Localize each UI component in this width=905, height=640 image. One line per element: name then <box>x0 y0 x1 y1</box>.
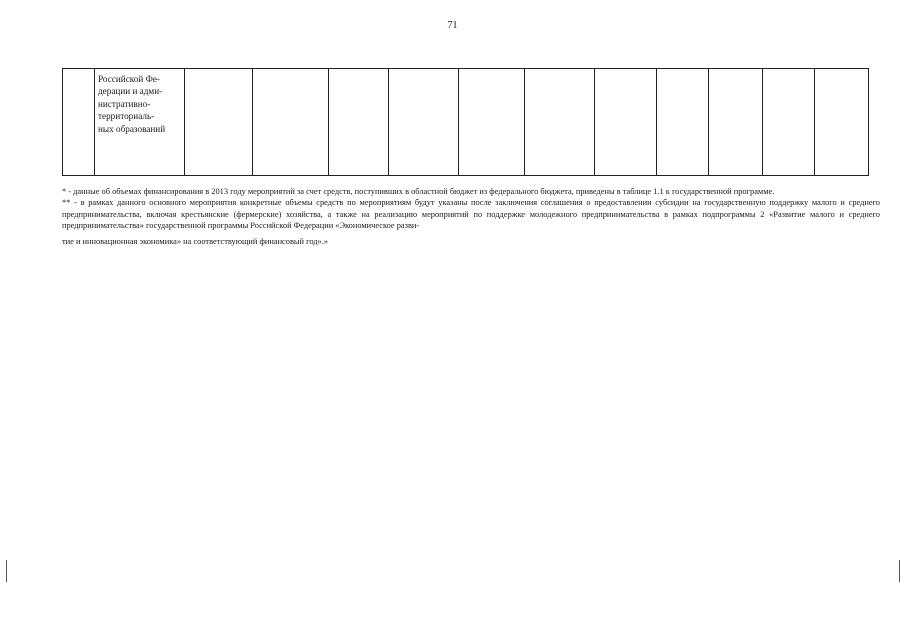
table-cell-empty <box>389 69 459 176</box>
table-cell-empty <box>709 69 763 176</box>
footnote-2 <box>62 197 880 247</box>
table-cell-empty <box>657 69 709 176</box>
table-cell-empty <box>459 69 525 176</box>
table-cell-empty <box>595 69 657 176</box>
footnotes <box>62 186 880 247</box>
page-number: 71 <box>447 20 458 31</box>
table-cell-empty <box>763 69 815 176</box>
footnote-2-last-line: тие и инновационная экономика» на соответствующий финансовый год».» <box>62 236 329 246</box>
table-cell-label <box>95 69 185 176</box>
continued-table <box>62 68 869 176</box>
scan-edge-mark-right <box>899 560 900 582</box>
table-cell-number <box>63 69 95 176</box>
label-cell-text: Российской Фе- дерации и адми- нистративно- территориаль- ных образований <box>98 74 166 134</box>
footnote-2-text: ** - в рамках данного основного мероприятия конкретные объемы средств по мероприятиям будут указаны после заключения соглашения о предоставлении субсидии на государственную поддержку малого и среднего предпринимательства, включая крестьянские (фермерские) хозяйства, а также на реализацию мероприятий по поддержке молодежного предпринимательства в рамках подпрограммы 2 «Развитие малого и среднего предпринимательства» государственной программы Российской Федерации «Экономическое разви- <box>62 198 880 231</box>
table-cell-empty <box>185 69 253 176</box>
table-cell-empty <box>253 69 329 176</box>
table-row <box>63 69 869 176</box>
footnote-1: * - данные об объемах финансирования в 2013 году мероприятий за счет средств, поступивших в областной бюджет из федерального бюджета, приведены в таблице 1.1 к государственной программе. <box>62 187 775 196</box>
table-cell-empty <box>525 69 595 176</box>
table-cell-empty <box>329 69 389 176</box>
scan-edge-mark-left <box>6 560 7 582</box>
table-cell-empty <box>815 69 869 176</box>
